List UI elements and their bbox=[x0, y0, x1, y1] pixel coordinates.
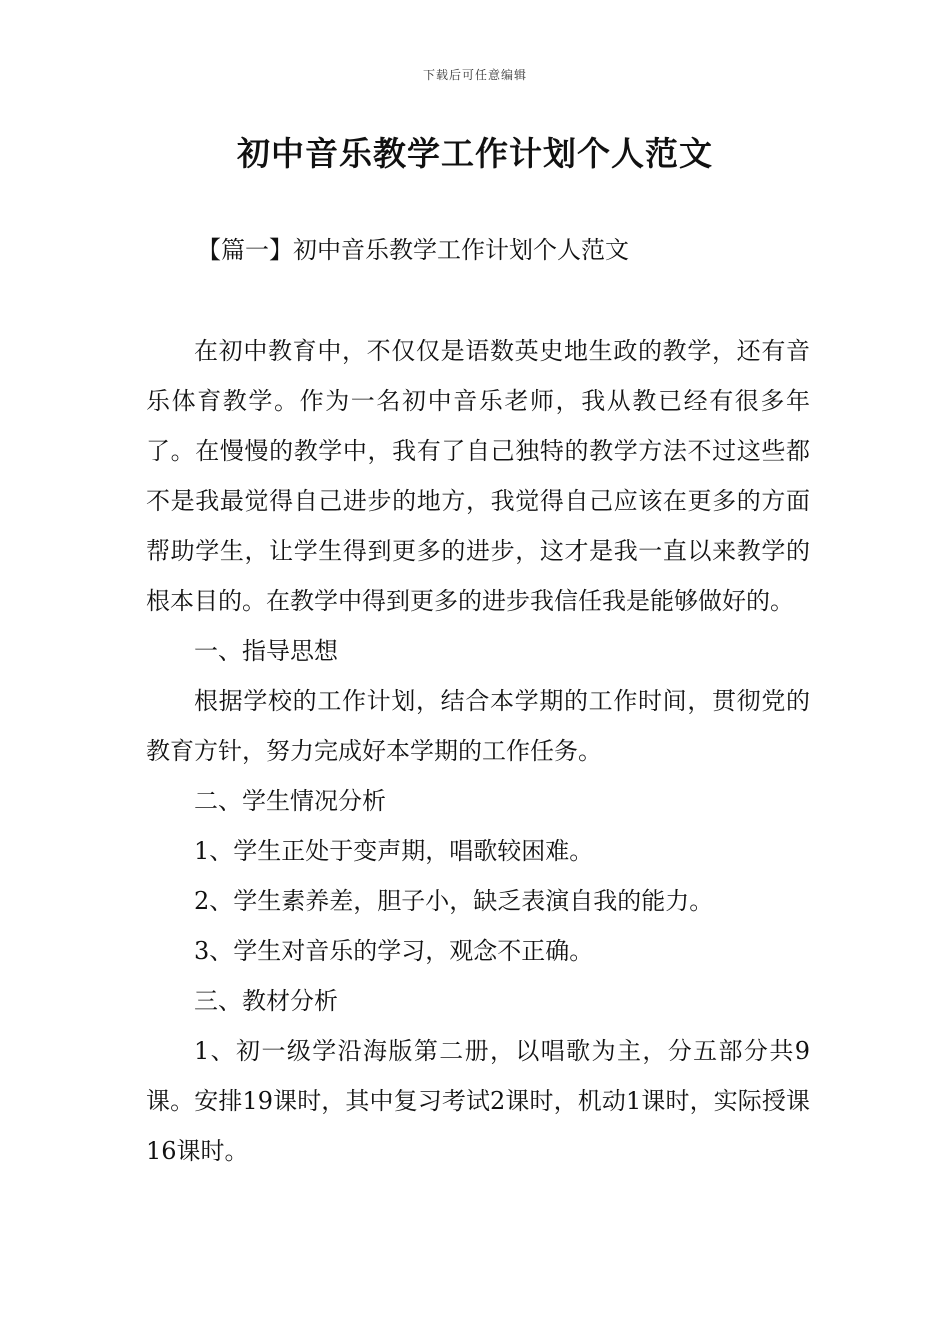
student-analysis-item-1: 1、学生正处于变声期，唱歌较困难。 bbox=[194, 837, 594, 865]
student-analysis-item-2: 2、学生素养差，胆子小，缺乏表演自我的能力。 bbox=[194, 887, 714, 915]
document-title: 初中音乐教学工作计划个人范文 bbox=[237, 134, 713, 173]
heading-textbook-analysis: 三、教材分析 bbox=[194, 987, 338, 1015]
textbook-analysis-item-1: 1、初一级学沿海版第二册，以唱歌为主，分五部分共9课。安排19课时，其中复习考试2课时，机动1课时，实际授课16课时。 bbox=[146, 1037, 810, 1165]
heading-guiding-thought: 一、指导思想 bbox=[194, 637, 338, 665]
header-note: 下载后可任意编辑 bbox=[422, 68, 527, 82]
section-title: 【篇一】初中音乐教学工作计划个人范文 bbox=[197, 236, 629, 264]
heading-student-analysis: 二、学生情况分析 bbox=[194, 787, 386, 815]
intro-paragraph: 在初中教育中，不仅仅是语数英史地生政的教学，还有音乐体育教学。作为一名初中音乐老师，我从教已经有很多年了。在慢慢的教学中，我有了自己独特的教学方法不过这些都不是我最觉得自己进步的地方，我觉得自己应该在更多的方面帮助学生，让学生得到更多的进步，这才是我一直以来教学的根本目的。在教学中得到更多的进步我信任我是能够做好的。 bbox=[146, 337, 810, 615]
document-body bbox=[146, 326, 810, 1176]
student-analysis-item-3: 3、学生对音乐的学习，观念不正确。 bbox=[194, 937, 594, 965]
guiding-thought-paragraph: 根据学校的工作计划，结合本学期的工作时间，贯彻党的教育方针，努力完成好本学期的工作任务。 bbox=[146, 687, 810, 765]
